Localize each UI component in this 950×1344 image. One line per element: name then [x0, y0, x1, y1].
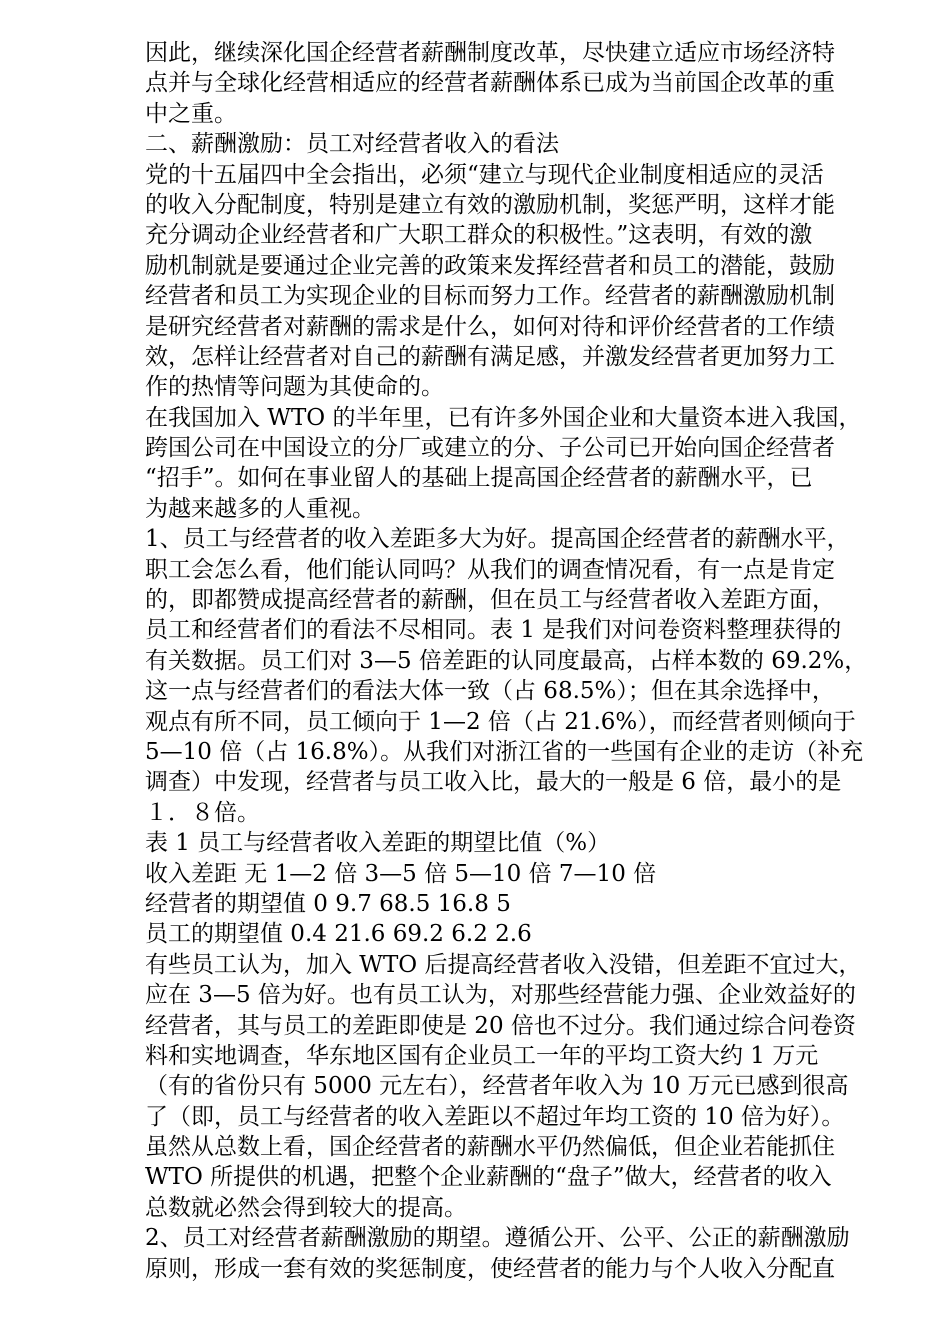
text-line: 这一点与经营者们的看法大体一致（占 68.5%）；但在其余选择中， — [145, 678, 835, 705]
text-line: 了（即，员工与经营者的收入差距以不超过年均工资的 10 倍为好）。 — [145, 1103, 845, 1130]
text-line: 党的十五届四中全会指出，必须“建立与现代企业制度相适应的灵活 — [145, 161, 824, 188]
text-line: 充分调动企业经营者和广大职工群众的积极性。”这表明，有效的激 — [145, 222, 813, 249]
text-line: １．８倍。 — [145, 799, 260, 826]
text-line: 总数就必然会得到较大的提高。 — [145, 1194, 467, 1221]
text-line: （有的省份只有 5000 元左右），经营者年收入为 10 万元已感到很高 — [145, 1073, 849, 1100]
text-line: WTO 所提供的机遇，把整个企业薪酬的“盘子”做大，经营者的收入 — [145, 1164, 832, 1191]
text-line: 励机制就是要通过企业完善的政策来发挥经营者和员工的潜能，鼓励 — [145, 252, 835, 279]
text-line: “招手”。如何在事业留人的基础上提高国企经营者的薪酬水平，已 — [145, 465, 813, 492]
table-row-managers: 经营者的期望值 0 9.7 68.5 16.8 5 — [145, 890, 511, 917]
text-line: 在我国加入 WTO 的半年里，已有许多外国企业和大量资本进入我国， — [145, 404, 862, 431]
text-line: 调查）中发现，经营者与员工收入比，最大的一般是 6 倍，最小的是 — [145, 769, 842, 796]
text-line: 观点有所不同，员工倾向于 1—2 倍（占 21.6%），而经营者则倾向于 — [145, 708, 856, 735]
document-body — [145, 38, 885, 1284]
text-line: 有些员工认为，加入 WTO 后提高经营者收入没错，但差距不宜过大， — [145, 951, 862, 978]
table-header-row: 收入差距 无 1—2 倍 3—5 倍 5—10 倍 7—10 倍 — [145, 860, 657, 887]
text-line: 1、员工与经营者的收入差距多大为好。提高国企经营者的薪酬水平， — [145, 526, 850, 553]
text-line: 效，怎样让经营者对自己的薪酬有满足感，并激发经营者更加努力工 — [145, 343, 835, 370]
text-line: 料和实地调查，华东地区国有企业员工一年的平均工资大约 1 万元 — [145, 1042, 819, 1069]
text-line: 的，即都赞成提高经营者的薪酬，但在员工与经营者收入差距方面， — [145, 587, 835, 614]
text-line: 2、员工对经营者薪酬激励的期望。遵循公开、公平、公正的薪酬激励 — [145, 1225, 850, 1252]
table-row-employees: 员工的期望值 0.4 21.6 69.2 6.2 2.6 — [145, 921, 532, 948]
table-caption: 表 1 员工与经营者收入差距的期望比值（%） — [145, 830, 611, 857]
text-line: 跨国公司在中国设立的分厂或建立的分、子公司已开始向国企经营者 — [145, 435, 835, 462]
text-line: 员工和经营者们的看法不尽相同。表 1 是我们对问卷资料整理获得的 — [145, 617, 842, 644]
text-line: 虽然从总数上看，国企经营者的薪酬水平仍然偏低，但企业若能抓住 — [145, 1134, 835, 1161]
text-line: 经营者，其与员工的差距即使是 20 倍也不过分。我们通过综合问卷资 — [145, 1012, 856, 1039]
section-heading: 二、薪酬激励：员工对经营者收入的看法 — [145, 131, 559, 158]
text-line: 有关数据。员工们对 3—5 倍差距的认同度最高，占样本数的 69.2%， — [145, 647, 868, 674]
text-line: 是研究经营者对薪酬的需求是什么，如何对待和评价经营者的工作绩 — [145, 313, 835, 340]
text-line: 经营者和员工为实现企业的目标而努力工作。经营者的薪酬激励机制 — [145, 283, 835, 310]
text-line: 职工会怎么看，他们能认同吗？从我们的调查情况看，有一点是肯定 — [145, 556, 835, 583]
text-line: 的收入分配制度，特别是建立有效的激励机制，奖惩严明，这样才能 — [145, 191, 835, 218]
text-line: 应在 3—5 倍为好。也有员工认为，对那些经营能力强、企业效益好的 — [145, 982, 856, 1009]
text-line: 原则，形成一套有效的奖惩制度，使经营者的能力与个人收入分配直 — [145, 1255, 835, 1282]
text-line: 因此，继续深化国企经营者薪酬制度改革，尽快建立适应市场经济特 — [145, 40, 835, 66]
text-line: 点并与全球化经营相适应的经营者薪酬体系已成为当前国企改革的重 — [145, 70, 835, 97]
text-line: 作的热情等问题为其使命的。 — [145, 374, 444, 401]
text-line: 为越来越多的人重视。 — [145, 495, 375, 522]
text-line: 中之重。 — [145, 100, 237, 127]
text-line: 5—10 倍（占 16.8%）。从我们对浙江省的一些国有企业的走访（补充 — [145, 738, 864, 765]
